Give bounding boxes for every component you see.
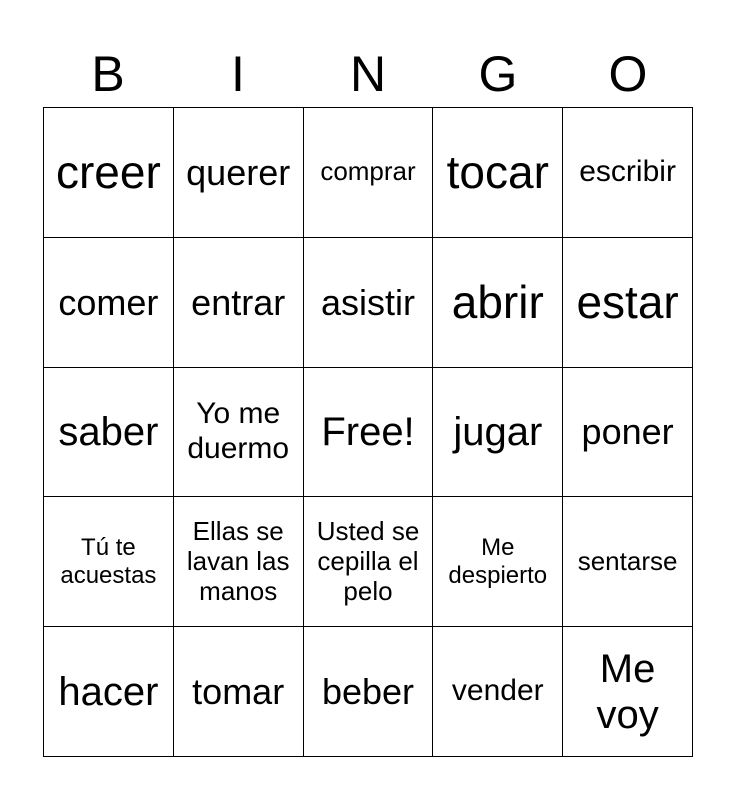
bingo-cell <box>433 627 563 757</box>
bingo-cell <box>304 108 434 238</box>
cell-text: Me despierto <box>448 534 548 589</box>
bingo-cell <box>44 368 174 498</box>
cell-text: poner <box>581 411 674 453</box>
bingo-cell free-space <box>304 368 434 498</box>
cell-text: saber <box>58 409 159 454</box>
cell-text: beber <box>321 670 415 712</box>
cell-text: Usted se cepilla el pelo <box>316 515 420 606</box>
bingo-cell <box>304 238 434 368</box>
cell-text: Ellas se lavan las manos <box>186 515 290 606</box>
bingo-cell <box>44 238 174 368</box>
bingo-cell <box>304 497 434 627</box>
cell-text: comer <box>58 281 159 323</box>
cell-text: asistir <box>320 281 415 323</box>
bingo-cell <box>44 497 174 627</box>
cell-text: sentarse <box>577 545 678 576</box>
cell-text: jugar <box>453 409 543 454</box>
bingo-header <box>43 40 693 108</box>
cell-text: estar <box>576 275 679 328</box>
bingo-cell <box>174 497 304 627</box>
cell-text: Tú te acuestas <box>60 534 157 589</box>
header-letter-o: O <box>608 46 648 102</box>
header-letter-b: B <box>91 46 125 102</box>
bingo-cell <box>563 497 693 627</box>
bingo-cell <box>174 108 304 238</box>
header-letter-n: N <box>349 46 387 102</box>
cell-text: entrar <box>191 281 286 323</box>
cell-text: querer <box>186 151 291 193</box>
cell-text: Yo me duermo <box>187 397 290 465</box>
bingo-card-grid <box>43 107 693 757</box>
bingo-cell <box>563 368 693 498</box>
cell-text: escribir <box>579 155 676 189</box>
bingo-cell <box>44 627 174 757</box>
bingo-cell <box>563 627 693 757</box>
bingo-cell <box>433 368 563 498</box>
bingo-cell <box>174 238 304 368</box>
cell-text: creer <box>55 145 161 198</box>
bingo-cell <box>44 108 174 238</box>
bingo-cell <box>304 627 434 757</box>
cell-text: hacer <box>58 669 159 714</box>
cell-text: Me voy <box>596 646 659 737</box>
cell-text: tomar <box>192 670 285 712</box>
cell-text: comprar <box>320 156 416 187</box>
bingo-cell <box>563 238 693 368</box>
bingo-cell <box>563 108 693 238</box>
bingo-cell <box>433 108 563 238</box>
cell-text: abrir <box>451 275 544 328</box>
bingo-cell <box>433 238 563 368</box>
cell-text: tocar <box>446 145 549 198</box>
header-letter-i: I <box>231 46 245 102</box>
header-letter-g: G <box>478 46 518 102</box>
bingo-cell <box>174 627 304 757</box>
bingo-cell <box>433 497 563 627</box>
free-space-text: Free! <box>321 409 415 454</box>
bingo-cell <box>174 368 304 498</box>
cell-text: vender <box>451 674 544 708</box>
